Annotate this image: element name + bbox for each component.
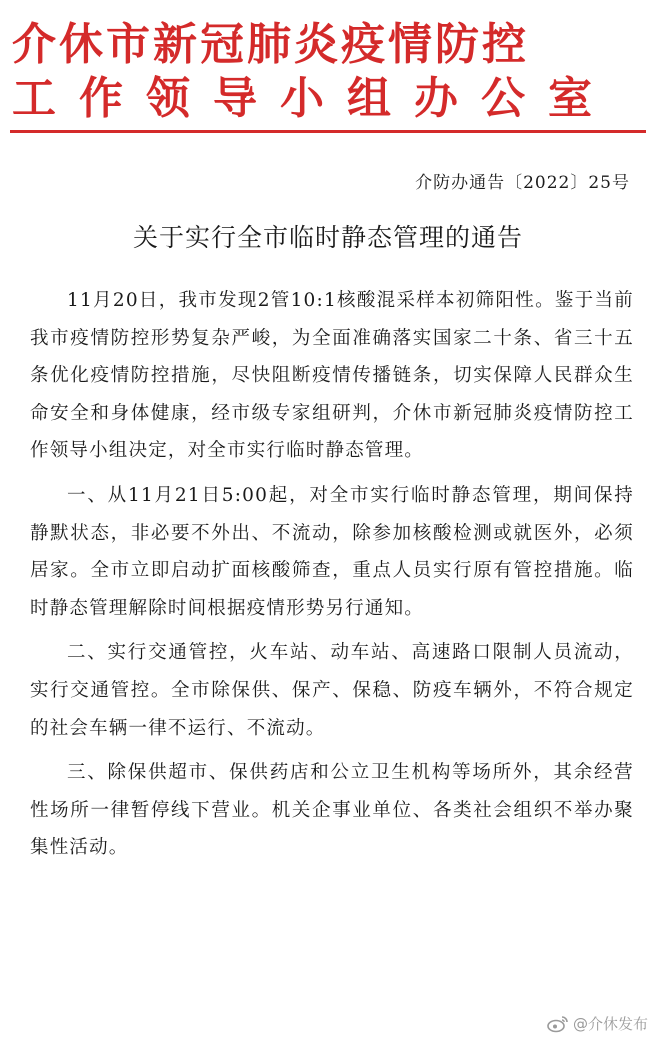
watermark-text: @介休发布 bbox=[572, 1015, 648, 1033]
weibo-watermark bbox=[547, 1013, 648, 1034]
notice-body bbox=[30, 282, 634, 867]
notice-title: 关于实行全市临时静态管理的通告 bbox=[132, 223, 523, 252]
paragraph-item-2: 二、实行交通管控，火车站、动车站、高速路口限制人员流动，实行交通管控。全市除保供、保产、保稳、防疫车辆外，不符合规定的社会车辆一律不运行、不流动。 bbox=[30, 642, 634, 739]
paragraph-intro: 11月20日，我市发现2管10:1核酸混采样本初筛阳性。鉴于当前我市疫情防控形势复杂严峻，为全面准确落实国家二十条、省三十五条优化疫情防控措施，尽快阻断疫情传播链条，切实保障人民群众生命安全和身体健康，经市级专家组研判，介休市新冠肺炎疫情防控工作领导小组决定，对全市实行临时静态管理。 bbox=[30, 290, 634, 462]
red-divider bbox=[10, 130, 646, 133]
letterhead-line-1: 介休市新冠肺炎疫情防控 bbox=[12, 19, 529, 70]
letterhead-line-2: 工作领导小组办公室 bbox=[12, 73, 615, 124]
paragraph-item-1: 一、从11月21日5:00起，对全市实行临时静态管理，期间保持静默状态，非必要不外出、不流动，除参加核酸检测或就医外，必须居家。全市立即启动扩面核酸筛查，重点人员实行原有管控措施。临时静态管理解除时间根据疫情形势另行通知。 bbox=[30, 484, 634, 619]
letterhead bbox=[0, 18, 656, 126]
document-number: 介防办通告〔2022〕25号 bbox=[415, 173, 630, 193]
paragraph-item-3: 三、除保供超市、保供药店和公立卫生机构等场所外，其余经营性场所一律暂停线下营业。机关企事业单位、各类社会组织不举办聚集性活动。 bbox=[30, 762, 634, 859]
weibo-icon bbox=[547, 1015, 569, 1033]
